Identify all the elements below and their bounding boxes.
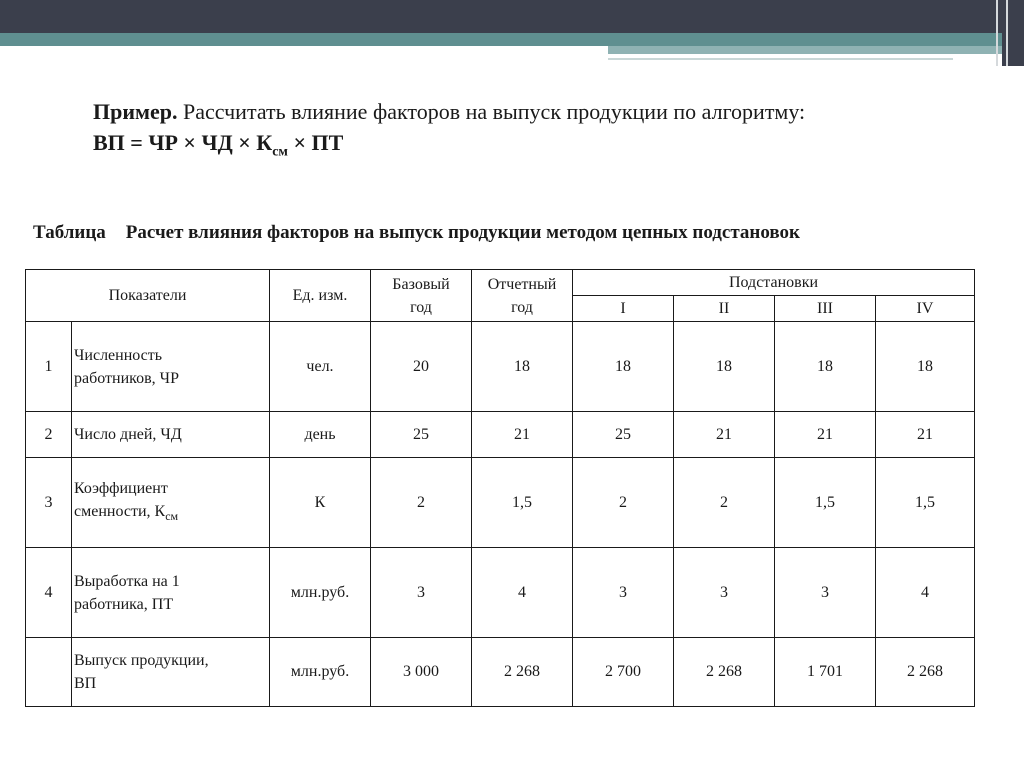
caption-word: Таблица xyxy=(33,222,106,243)
cell-value: 3 xyxy=(371,548,472,638)
table-row xyxy=(26,548,975,638)
calculation-table xyxy=(25,269,975,707)
header-sub-col: II xyxy=(674,296,775,322)
row-label-line1: Выпуск продукции, xyxy=(74,652,209,669)
row-number: 2 xyxy=(26,412,72,458)
cell-value: 3 000 xyxy=(371,638,472,707)
header-bar-dark xyxy=(0,0,1002,33)
table-row xyxy=(26,322,975,412)
row-label xyxy=(72,548,270,638)
header-side-line xyxy=(996,0,998,66)
header-substitutions: Подстановки xyxy=(573,270,975,296)
header-indicators: Показатели xyxy=(26,270,270,322)
header-report-line1: Отчетный xyxy=(487,275,557,293)
table-caption xyxy=(33,222,800,244)
header-base-year xyxy=(371,270,472,322)
cell-value: 21 xyxy=(876,412,975,458)
row-number: 4 xyxy=(26,548,72,638)
header-report-line2: год xyxy=(511,298,533,316)
cell-value: 2 700 xyxy=(573,638,674,707)
cell-value: 21 xyxy=(674,412,775,458)
row-unit: чел. xyxy=(270,322,371,412)
cell-value: 1 701 xyxy=(775,638,876,707)
row-label xyxy=(72,638,270,707)
row-label-subscript: см xyxy=(165,509,179,524)
cell-value: 25 xyxy=(573,412,674,458)
row-label-line1: Выработка на 1 xyxy=(74,572,180,590)
header-base-line1: Базовый xyxy=(392,275,450,293)
row-number xyxy=(26,638,72,707)
cell-value: 21 xyxy=(775,412,876,458)
table-row xyxy=(26,638,975,707)
header-report-year xyxy=(472,270,573,322)
formula-start: ВП = ЧР × ЧД × К xyxy=(93,130,273,155)
cell-value: 1,5 xyxy=(876,458,975,548)
cell-value: 2 268 xyxy=(472,638,573,707)
table-row xyxy=(26,458,975,548)
header-sub-col: IV xyxy=(876,296,975,322)
cell-value: 20 xyxy=(371,322,472,412)
example-statement xyxy=(93,96,973,127)
header-bar-accent xyxy=(608,46,1002,54)
cell-value: 3 xyxy=(573,548,674,638)
cell-value: 2 xyxy=(674,458,775,548)
header-bar-teal xyxy=(0,33,1002,46)
example-intro xyxy=(93,96,973,167)
header-sub-col: I xyxy=(573,296,674,322)
row-label xyxy=(72,322,270,412)
cell-value: 18 xyxy=(674,322,775,412)
row-label xyxy=(72,458,270,548)
row-unit: млн.руб. xyxy=(270,638,371,707)
header-bar-thin xyxy=(608,58,953,60)
header-sub-col: III xyxy=(775,296,876,322)
formula xyxy=(93,127,973,167)
cell-value: 2 268 xyxy=(876,638,975,707)
row-label-line2: ВП xyxy=(74,675,97,692)
cell-value: 2 xyxy=(573,458,674,548)
cell-value: 25 xyxy=(371,412,472,458)
cell-value: 21 xyxy=(472,412,573,458)
row-label-line2: работника, ПТ xyxy=(74,595,174,613)
row-unit: К xyxy=(270,458,371,548)
cell-value: 1,5 xyxy=(775,458,876,548)
row-label-line1: Число дней, ЧД xyxy=(74,426,182,443)
row-unit: день xyxy=(270,412,371,458)
cell-value: 2 xyxy=(371,458,472,548)
formula-subscript: см xyxy=(272,144,288,160)
row-label-line1: Коэффициент xyxy=(74,479,168,497)
header-side-line xyxy=(1006,0,1008,66)
cell-value: 18 xyxy=(775,322,876,412)
cell-value: 1,5 xyxy=(472,458,573,548)
header-base-line2: год xyxy=(410,298,432,316)
example-prefix: Пример. xyxy=(93,99,178,124)
cell-value: 3 xyxy=(775,548,876,638)
row-label-line1: Численность xyxy=(74,346,163,364)
header-row xyxy=(26,270,975,296)
cell-value: 18 xyxy=(472,322,573,412)
cell-value: 2 268 xyxy=(674,638,775,707)
caption-title: Расчет влияния факторов на выпуск продукции методом цепных подстановок xyxy=(125,222,800,243)
cell-value: 18 xyxy=(876,322,975,412)
row-label-line2: работников, ЧР xyxy=(74,369,179,387)
cell-value: 4 xyxy=(472,548,573,638)
row-number: 3 xyxy=(26,458,72,548)
cell-value: 18 xyxy=(573,322,674,412)
row-number: 1 xyxy=(26,322,72,412)
header-unit: Ед. изм. xyxy=(270,270,371,322)
table-row xyxy=(26,412,975,458)
row-label-line2: сменности, К xyxy=(74,502,166,520)
example-text: Рассчитать влияние факторов на выпуск продукции по алгоритму: xyxy=(177,99,806,124)
row-label xyxy=(72,412,270,458)
cell-value: 3 xyxy=(674,548,775,638)
formula-end: × ПТ xyxy=(287,130,344,155)
cell-value: 4 xyxy=(876,548,975,638)
row-unit: млн.руб. xyxy=(270,548,371,638)
